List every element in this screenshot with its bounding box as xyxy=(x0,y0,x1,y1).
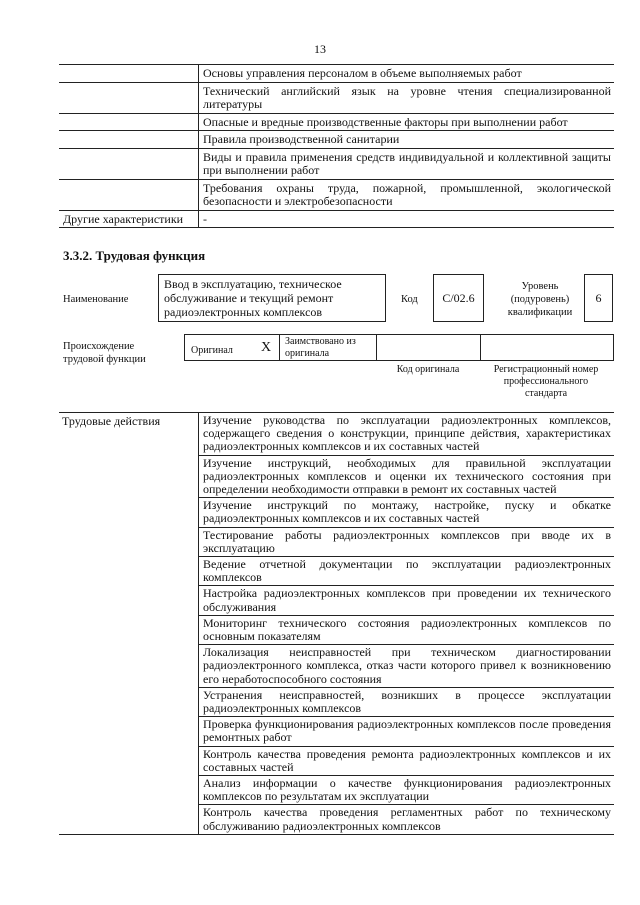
knowledge-row-label xyxy=(59,65,199,83)
code-label: Код xyxy=(401,294,418,305)
level-box xyxy=(584,274,613,322)
knowledge-row xyxy=(59,131,614,149)
code-value: C/02.6 xyxy=(442,291,475,305)
knowledge-row-text: Виды и правила применения средств индивидуальной и коллективной защиты при выполнении работ xyxy=(199,148,615,179)
knowledge-row-label xyxy=(59,148,199,179)
section-title: 3.3.2. Трудовая функция xyxy=(63,248,206,263)
function-name-box xyxy=(158,274,386,322)
knowledge-row-text: Правила производственной санитарии xyxy=(199,131,615,149)
knowledge-row-label: Другие характеристики xyxy=(59,210,199,228)
level-value: 6 xyxy=(595,291,602,305)
knowledge-row xyxy=(59,65,614,83)
function-name-value: Ввод в эксплуатацию, техническое обслуживание и текущий ремонт радиоэлектронных комплексов xyxy=(164,277,342,319)
knowledge-row-label xyxy=(59,131,199,149)
labor-actions-table xyxy=(59,412,614,835)
labor-action-text: Контроль качества проведения ремонта радиоэлектронных комплексов и их составных частей xyxy=(199,746,615,775)
reg-number-label: Регистрационный номер профессионального стандарта xyxy=(493,364,599,399)
knowledge-row-text: Требования охраны труда, пожарной, промышленной, экологической безопасности и электробезопасности xyxy=(199,179,615,210)
knowledge-row xyxy=(59,113,614,131)
knowledge-row xyxy=(59,148,614,179)
original-mark: X xyxy=(261,340,272,355)
page-number: 13 xyxy=(314,42,326,56)
knowledge-row-label xyxy=(59,113,199,131)
labor-action-text: Мониторинг технического состояния радиоэлектронных комплексов по основным показателям xyxy=(199,615,615,644)
original-label: Оригинал xyxy=(191,345,233,356)
name-label: Наименование xyxy=(63,294,129,305)
labor-action-text: Ведение отчетной документации по эксплуатации радиоэлектронных комплексов xyxy=(199,557,615,586)
knowledge-row xyxy=(59,82,614,113)
labor-action-text: Проверка функционирования радиоэлектронных комплексов после проведения ремонтных работ xyxy=(199,717,615,746)
borrowed-label: Заимствовано из оригинала xyxy=(285,336,356,359)
knowledge-row xyxy=(59,179,614,210)
knowledge-table xyxy=(59,64,614,228)
code-box xyxy=(433,274,484,322)
knowledge-row xyxy=(59,210,614,228)
origin-divider-3 xyxy=(480,334,481,361)
code-original-label: Код оригинала xyxy=(396,364,460,375)
labor-action-text: Локализация неисправностей при техническом диагностировании радиоэлектронного комплекса, отказ части которого привел к возникновению его неработоспособного состояния xyxy=(199,645,615,688)
level-label: Уровень (подуровень) квалификации xyxy=(507,281,573,318)
knowledge-row-label xyxy=(59,82,199,113)
origin-divider-1 xyxy=(279,334,280,361)
knowledge-row-text: Основы управления персоналом в объеме выполняемых работ xyxy=(199,65,615,83)
labor-action-text: Анализ информации о качестве функционирования радиоэлектронных комплексов по результатам их эксплуатации xyxy=(199,776,615,805)
labor-action-text: Изучение инструкций, необходимых для правильной эксплуатации радиоэлектронных комплексов и оценки их технического состояния при определении необходимости отправки в ремонт их составных частей xyxy=(199,455,615,498)
labor-action-text: Устранения неисправностей, возникших в процессе эксплуатации радиоэлектронных комплексов xyxy=(199,687,615,716)
origin-box xyxy=(184,334,614,361)
knowledge-row-text: - xyxy=(199,210,615,228)
labor-action-text: Тестирование работы радиоэлектронных комплексов при вводе их в эксплуатацию xyxy=(199,527,615,556)
labor-action-text: Настройка радиоэлектронных комплексов при проведении их технического обслуживания xyxy=(199,586,615,615)
labor-action-row xyxy=(59,413,614,456)
labor-actions-label: Трудовые действия xyxy=(59,413,199,835)
knowledge-row-text: Опасные и вредные производственные факторы при выполнении работ xyxy=(199,113,615,131)
knowledge-row-text: Технический английский язык на уровне чтения специализированной литературы xyxy=(199,82,615,113)
labor-action-text: Изучение инструкций по монтажу, настройке, пуску и обкатке радиоэлектронных комплексов и их составных частей xyxy=(199,498,615,527)
origin-label: Происхождение трудовой функции xyxy=(63,341,146,365)
labor-action-text: Контроль качества проведения регламентных работ по техническому обслуживанию радиоэлектронных комплексов xyxy=(199,805,615,834)
origin-divider-2 xyxy=(376,334,377,361)
knowledge-row-label xyxy=(59,179,199,210)
labor-action-text: Изучение руководства по эксплуатации радиоэлектронных комплексов, содержащего сведения о конструкции, принципе действия, характеристиках радиоэлектронных комплексов и их составных частей xyxy=(199,413,615,456)
